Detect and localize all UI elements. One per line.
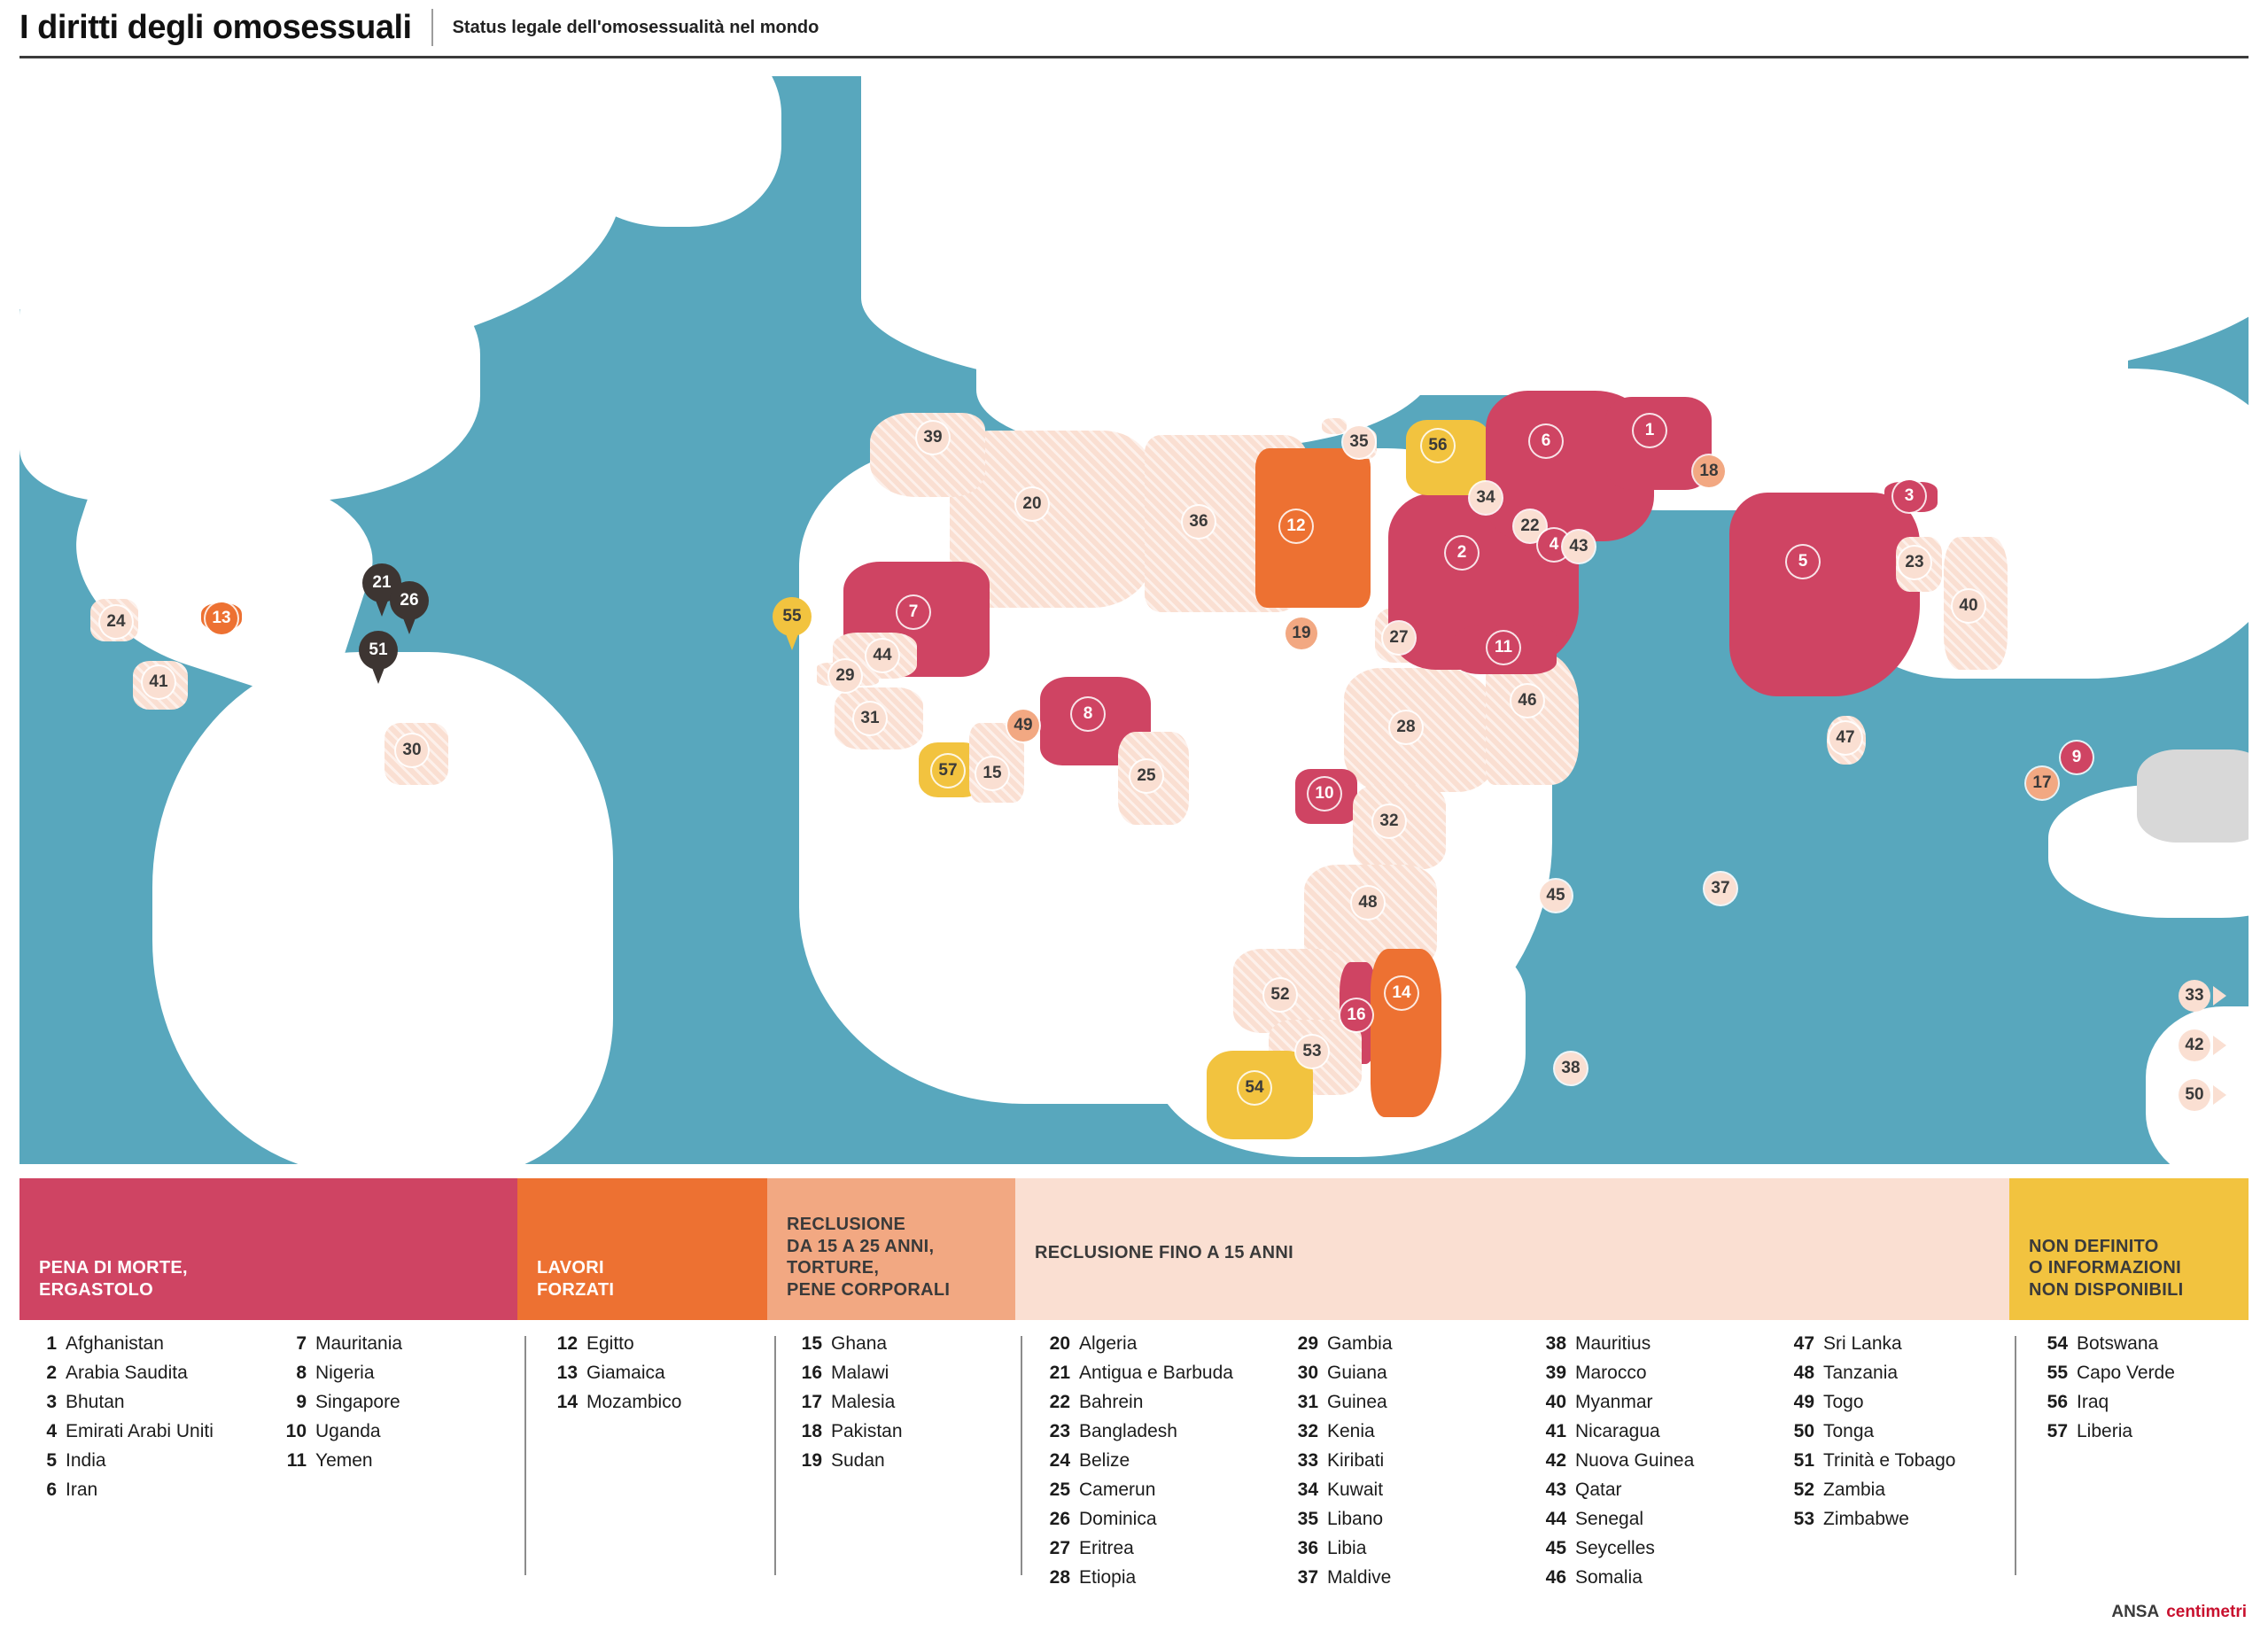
country-index-number: 43 xyxy=(1545,1480,1566,1500)
pin-label: 21 xyxy=(362,563,401,602)
country-index-number: 20 xyxy=(1049,1333,1070,1354)
country-index-item xyxy=(1040,1534,1233,1563)
arrow-right-icon xyxy=(2213,986,2226,1006)
country-index-number: 10 xyxy=(285,1421,307,1441)
country-index-name: Dominica xyxy=(1079,1509,1157,1529)
index-column-6 xyxy=(1288,1329,1393,1592)
country-index-item xyxy=(27,1387,214,1417)
country-index-item xyxy=(276,1417,402,1446)
map-marker-28[interactable]: 28 xyxy=(1390,711,1422,743)
map-marker-30[interactable]: 30 xyxy=(396,734,428,766)
pin-label: 26 xyxy=(390,581,429,620)
map-marker-25[interactable]: 25 xyxy=(1130,760,1162,792)
map-marker-12[interactable]: 12 xyxy=(1280,510,1312,542)
country-index-item xyxy=(1536,1329,1694,1358)
country-index-item xyxy=(1536,1417,1694,1446)
country-index-number: 8 xyxy=(296,1363,307,1383)
legend-label: NON DEFINITO O INFORMAZIONI NON DISPONIBILI xyxy=(2029,1236,2184,1300)
country-index-item xyxy=(1040,1475,1233,1504)
country-index-number: 29 xyxy=(1297,1333,1318,1354)
country-index-item xyxy=(27,1475,214,1504)
country-index-number: 50 xyxy=(1793,1421,1814,1441)
agency-label: ANSA xyxy=(2111,1603,2160,1621)
map-marker-11[interactable]: 11 xyxy=(1487,632,1519,664)
country-index-item xyxy=(1784,1329,1955,1358)
country-index-number: 53 xyxy=(1793,1509,1814,1529)
country-index-item xyxy=(27,1329,214,1358)
map-arrow-marker-33[interactable] xyxy=(2179,980,2226,1012)
country-index-number: 18 xyxy=(801,1421,822,1441)
map-arrow-marker-42[interactable] xyxy=(2179,1029,2226,1061)
index-divider xyxy=(1021,1336,1022,1575)
index-column-2 xyxy=(276,1329,402,1475)
country-index-item xyxy=(1288,1417,1393,1446)
legend xyxy=(19,1178,2249,1320)
country-index-number: 52 xyxy=(1793,1480,1814,1500)
country-index-name: Mozambico xyxy=(586,1392,682,1412)
country-index-name: Bangladesh xyxy=(1079,1421,1177,1441)
country-index-number: 54 xyxy=(2047,1333,2068,1354)
country-index-number: 44 xyxy=(1545,1509,1566,1529)
map-marker-3[interactable]: 3 xyxy=(1893,480,1925,512)
map-marker-49[interactable]: 49 xyxy=(1007,710,1039,742)
country-index-number: 23 xyxy=(1049,1421,1070,1441)
map-marker-20[interactable]: 20 xyxy=(1016,488,1048,520)
country-index-item xyxy=(1536,1475,1694,1504)
index-divider xyxy=(524,1336,526,1575)
country-index-name: Iraq xyxy=(2077,1392,2109,1412)
country-index-name: Kuwait xyxy=(1327,1480,1384,1500)
map-marker-6[interactable]: 6 xyxy=(1530,425,1562,457)
country-index-name: Mauritania xyxy=(315,1333,403,1354)
country-index-number: 35 xyxy=(1297,1509,1318,1529)
legend-label: RECLUSIONE FINO A 15 ANNI xyxy=(1035,1243,1293,1262)
arrow-marker-label: 50 xyxy=(2179,1079,2210,1111)
country-index xyxy=(19,1329,2249,1586)
map-marker-29[interactable]: 29 xyxy=(829,660,861,692)
arrow-right-icon xyxy=(2213,1036,2226,1055)
country-index-item xyxy=(27,1446,214,1475)
country-index-number: 1 xyxy=(46,1333,57,1354)
legend-item-reclusione-fino-15 xyxy=(1015,1178,2009,1320)
map-marker-18[interactable]: 18 xyxy=(1693,455,1725,487)
country-index-item xyxy=(1784,1358,1955,1387)
country-index-item xyxy=(548,1387,681,1417)
country-index-number: 16 xyxy=(801,1363,822,1383)
country-index-name: Zimbabwe xyxy=(1823,1509,1909,1529)
country-index-item xyxy=(276,1329,402,1358)
country-index-item xyxy=(276,1387,402,1417)
country-index-name: Botswana xyxy=(2077,1333,2159,1354)
country-index-item xyxy=(1040,1563,1233,1592)
country-index-name: Zambia xyxy=(1823,1480,1886,1500)
country-index-number: 38 xyxy=(1545,1333,1566,1354)
country-index-item xyxy=(2038,1329,2175,1358)
country-index-number: 13 xyxy=(556,1363,578,1383)
country-index-name: Sudan xyxy=(831,1450,885,1471)
country-index-name: Guinea xyxy=(1327,1392,1387,1412)
country-index-number: 11 xyxy=(286,1450,307,1471)
index-column-9 xyxy=(2038,1329,2175,1446)
country-index-item xyxy=(792,1417,903,1446)
country-index-name: Malesia xyxy=(831,1392,896,1412)
map-marker-13[interactable]: 13 xyxy=(206,602,237,634)
map-marker-4[interactable]: 4 xyxy=(1538,529,1570,561)
country-index-number: 36 xyxy=(1297,1538,1318,1558)
brand-label: centimetri xyxy=(2166,1603,2247,1621)
country-index-item xyxy=(1784,1417,1955,1446)
country-index-name: Capo Verde xyxy=(2077,1363,2175,1383)
map-marker-17[interactable]: 17 xyxy=(2026,767,2058,799)
map-marker-7[interactable]: 7 xyxy=(897,596,929,628)
map-marker-39[interactable]: 39 xyxy=(917,422,949,454)
country-index-item xyxy=(1288,1329,1393,1358)
country-index-name: Liberia xyxy=(2077,1421,2133,1441)
country-index-item xyxy=(1288,1475,1393,1504)
map-marker-48[interactable]: 48 xyxy=(1352,887,1384,919)
region-mozambique xyxy=(1371,949,1441,1117)
country-index-item xyxy=(2038,1358,2175,1387)
country-index-number: 49 xyxy=(1793,1392,1814,1412)
country-index-number: 14 xyxy=(556,1392,578,1412)
index-column-5 xyxy=(1040,1329,1233,1592)
index-divider xyxy=(2015,1336,2016,1575)
country-index-name: Gambia xyxy=(1327,1333,1393,1354)
country-index-item xyxy=(1536,1387,1694,1417)
country-index-number: 37 xyxy=(1297,1567,1318,1588)
country-index-item xyxy=(27,1417,214,1446)
country-index-item xyxy=(792,1387,903,1417)
country-index-item xyxy=(276,1358,402,1387)
country-index-item xyxy=(2038,1417,2175,1446)
map-marker-8[interactable]: 8 xyxy=(1072,698,1104,730)
country-index-name: Somalia xyxy=(1575,1567,1643,1588)
country-index-number: 51 xyxy=(1793,1450,1814,1471)
country-index-name: Egitto xyxy=(586,1333,634,1354)
country-index-name: Pakistan xyxy=(831,1421,903,1441)
country-index-name: Antigua e Barbuda xyxy=(1079,1363,1233,1383)
country-index-name: Mauritius xyxy=(1575,1333,1651,1354)
country-index-item xyxy=(1784,1446,1955,1475)
country-index-name: Togo xyxy=(1823,1392,1864,1412)
map-marker-10[interactable]: 10 xyxy=(1309,778,1340,810)
country-index-item xyxy=(1040,1329,1233,1358)
country-index-number: 56 xyxy=(2047,1392,2068,1412)
country-index-item xyxy=(1536,1446,1694,1475)
country-index-number: 22 xyxy=(1049,1392,1070,1412)
country-index-item xyxy=(1288,1534,1393,1563)
map-pin-51[interactable] xyxy=(359,631,398,684)
arrow-marker-label: 33 xyxy=(2179,980,2210,1012)
country-index-item xyxy=(1040,1446,1233,1475)
country-index-name: Ghana xyxy=(831,1333,888,1354)
country-index-item xyxy=(792,1329,903,1358)
landmass-north-america-2 xyxy=(19,236,480,501)
country-index-item xyxy=(27,1358,214,1387)
legend-item-non-definito xyxy=(2009,1178,2249,1320)
map-pin-55[interactable] xyxy=(773,597,812,650)
map-marker-23[interactable]: 23 xyxy=(1899,547,1930,579)
country-index-name: Malawi xyxy=(831,1363,889,1383)
legend-item-reclusione-15-25 xyxy=(767,1178,1015,1320)
country-index-name: Myanmar xyxy=(1575,1392,1653,1412)
country-index-name: Afghanistan xyxy=(66,1333,164,1354)
country-index-number: 39 xyxy=(1545,1363,1566,1383)
country-index-number: 40 xyxy=(1545,1392,1566,1412)
country-index-name: Seycelles xyxy=(1575,1538,1655,1558)
map-marker-40[interactable]: 40 xyxy=(1953,590,1984,622)
country-index-number: 45 xyxy=(1545,1538,1566,1558)
index-column-1 xyxy=(27,1329,214,1504)
country-index-name: Emirati Arabi Uniti xyxy=(66,1421,214,1441)
country-index-number: 34 xyxy=(1297,1480,1318,1500)
country-index-number: 21 xyxy=(1049,1363,1070,1383)
country-index-name: Uganda xyxy=(315,1421,381,1441)
country-index-item xyxy=(792,1446,903,1475)
country-index-name: Marocco xyxy=(1575,1363,1647,1383)
country-index-number: 32 xyxy=(1297,1421,1318,1441)
country-index-name: Arabia Saudita xyxy=(66,1363,188,1383)
country-index-number: 48 xyxy=(1793,1363,1814,1383)
landmass-europe xyxy=(976,253,1437,448)
country-index-name: Sri Lanka xyxy=(1823,1333,1902,1354)
index-column-8 xyxy=(1784,1329,1955,1534)
map-marker-43[interactable]: 43 xyxy=(1563,531,1595,563)
country-index-item xyxy=(1288,1446,1393,1475)
footer-credit xyxy=(2111,1603,2247,1622)
country-index-name: Guiana xyxy=(1327,1363,1387,1383)
country-index-item xyxy=(1288,1358,1393,1387)
country-index-item xyxy=(1784,1387,1955,1417)
map-marker-31[interactable]: 31 xyxy=(854,703,886,734)
country-index-name: Libia xyxy=(1327,1538,1367,1558)
country-index-item xyxy=(1784,1475,1955,1504)
country-index-number: 41 xyxy=(1545,1421,1566,1441)
region-india xyxy=(1729,493,1920,696)
country-index-item xyxy=(1536,1358,1694,1387)
map-marker-36[interactable]: 36 xyxy=(1183,506,1215,538)
country-index-item xyxy=(1040,1417,1233,1446)
country-index-item xyxy=(1288,1504,1393,1534)
map-marker-19[interactable]: 19 xyxy=(1285,617,1317,649)
country-index-name: Giamaica xyxy=(586,1363,665,1383)
legend-label: RECLUSIONE DA 15 A 25 ANNI, TORTURE, PENE CORPORALI xyxy=(787,1215,951,1300)
map-marker-9[interactable]: 9 xyxy=(2061,742,2093,773)
header-rule xyxy=(19,56,2249,58)
map-marker-56[interactable]: 56 xyxy=(1422,430,1454,462)
country-index-number: 33 xyxy=(1297,1450,1318,1471)
region-cyprus xyxy=(1322,418,1347,434)
country-index-name: Tonga xyxy=(1823,1421,1875,1441)
header xyxy=(0,0,2268,55)
country-index-number: 9 xyxy=(296,1392,307,1412)
country-index-number: 42 xyxy=(1545,1450,1566,1471)
country-index-number: 15 xyxy=(801,1333,822,1354)
country-index-item xyxy=(548,1358,681,1387)
arrow-right-icon xyxy=(2213,1085,2226,1105)
country-index-item xyxy=(1040,1387,1233,1417)
country-index-number: 47 xyxy=(1793,1333,1814,1354)
country-index-name: Senegal xyxy=(1575,1509,1644,1529)
arrow-marker-label: 42 xyxy=(2179,1029,2210,1061)
country-index-number: 3 xyxy=(46,1392,57,1412)
country-index-name: Qatar xyxy=(1575,1480,1622,1500)
country-index-name: Libano xyxy=(1327,1509,1384,1529)
map-marker-46[interactable]: 46 xyxy=(1511,685,1543,717)
country-index-item xyxy=(1536,1534,1694,1563)
country-index-name: Belize xyxy=(1079,1450,1130,1471)
pin-label: 51 xyxy=(359,631,398,670)
index-divider xyxy=(774,1336,776,1575)
legend-label: LAVORI FORZATI xyxy=(537,1258,615,1300)
country-index-name: Nicaragua xyxy=(1575,1421,1660,1441)
country-index-item xyxy=(1040,1358,1233,1387)
country-index-item xyxy=(548,1329,681,1358)
map-marker-14[interactable]: 14 xyxy=(1386,977,1418,1009)
map-pin-26[interactable] xyxy=(390,581,429,634)
world-map xyxy=(19,76,2249,1164)
country-index-name: Kenia xyxy=(1327,1421,1375,1441)
country-index-number: 6 xyxy=(46,1480,57,1500)
country-index-name: Trinità e Tobago xyxy=(1823,1450,1956,1471)
map-marker-47[interactable]: 47 xyxy=(1829,722,1861,754)
country-index-name: Yemen xyxy=(315,1450,373,1471)
index-column-3 xyxy=(548,1329,681,1417)
country-index-number: 30 xyxy=(1297,1363,1318,1383)
country-index-name: Kiribati xyxy=(1327,1450,1385,1471)
map-marker-24[interactable]: 24 xyxy=(100,606,132,638)
map-marker-16[interactable]: 16 xyxy=(1340,999,1372,1031)
index-column-7 xyxy=(1536,1329,1694,1592)
country-index-item xyxy=(792,1358,903,1387)
country-index-number: 55 xyxy=(2047,1363,2068,1383)
country-index-item xyxy=(1784,1504,1955,1534)
country-index-name: Eritrea xyxy=(1079,1538,1134,1558)
country-index-name: Maldive xyxy=(1327,1567,1392,1588)
map-marker-53[interactable]: 53 xyxy=(1296,1036,1328,1068)
index-column-4 xyxy=(792,1329,903,1475)
country-index-item xyxy=(276,1446,402,1475)
country-index-name: Tanzania xyxy=(1823,1363,1899,1383)
country-index-number: 24 xyxy=(1049,1450,1070,1471)
country-index-name: Etiopia xyxy=(1079,1567,1137,1588)
map-marker-2[interactable]: 2 xyxy=(1446,537,1478,569)
country-index-name: Bahrein xyxy=(1079,1392,1144,1412)
region-borneo xyxy=(2137,749,2249,843)
country-index-number: 27 xyxy=(1049,1538,1070,1558)
country-index-number: 12 xyxy=(556,1333,578,1354)
country-index-number: 28 xyxy=(1049,1567,1070,1588)
country-index-item xyxy=(1288,1387,1393,1417)
map-marker-27[interactable]: 27 xyxy=(1383,622,1415,654)
map-marker-15[interactable]: 15 xyxy=(976,757,1008,789)
map-marker-32[interactable]: 32 xyxy=(1373,805,1405,837)
map-marker-44[interactable]: 44 xyxy=(866,640,898,672)
pin-label: 55 xyxy=(773,597,812,636)
country-index-item xyxy=(1536,1563,1694,1592)
map-marker-35[interactable]: 35 xyxy=(1343,426,1375,458)
map-marker-45[interactable]: 45 xyxy=(1540,880,1572,912)
country-index-name: Camerun xyxy=(1079,1480,1156,1500)
map-marker-54[interactable]: 54 xyxy=(1239,1072,1270,1104)
country-index-item xyxy=(1288,1563,1393,1592)
country-index-number: 5 xyxy=(46,1450,57,1471)
map-marker-34[interactable]: 34 xyxy=(1470,482,1502,514)
country-index-name: Singapore xyxy=(315,1392,400,1412)
map-marker-38[interactable]: 38 xyxy=(1555,1052,1587,1084)
country-index-number: 46 xyxy=(1545,1567,1566,1588)
country-index-item xyxy=(2038,1387,2175,1417)
country-index-number: 31 xyxy=(1297,1392,1318,1412)
map-marker-1[interactable]: 1 xyxy=(1634,415,1666,447)
map-marker-41[interactable]: 41 xyxy=(143,666,175,698)
map-arrow-marker-50[interactable] xyxy=(2179,1079,2226,1111)
legend-label: PENA DI MORTE, ERGASTOLO xyxy=(39,1258,188,1300)
country-index-name: Bhutan xyxy=(66,1392,125,1412)
map-marker-22[interactable]: 22 xyxy=(1514,510,1546,542)
page-title: I diritti degli omosessuali xyxy=(19,8,412,46)
country-index-number: 25 xyxy=(1049,1480,1070,1500)
country-index-name: Nuova Guinea xyxy=(1575,1450,1695,1471)
country-index-number: 2 xyxy=(46,1363,57,1383)
country-index-number: 4 xyxy=(46,1421,57,1441)
map-marker-37[interactable]: 37 xyxy=(1705,873,1736,905)
map-marker-52[interactable]: 52 xyxy=(1264,979,1296,1011)
map-marker-57[interactable]: 57 xyxy=(932,755,964,787)
country-index-name: Iran xyxy=(66,1480,98,1500)
country-index-number: 7 xyxy=(296,1333,307,1354)
country-index-number: 19 xyxy=(801,1450,822,1471)
page-subtitle: Status legale dell'omosessualità nel mondo xyxy=(452,17,819,37)
country-index-item xyxy=(1040,1504,1233,1534)
country-index-number: 17 xyxy=(801,1392,822,1412)
country-index-number: 57 xyxy=(2047,1421,2068,1441)
legend-item-lavori-forzati xyxy=(517,1178,767,1320)
landmass-south-america xyxy=(152,652,613,1164)
country-index-item xyxy=(1536,1504,1694,1534)
country-index-name: India xyxy=(66,1450,106,1471)
country-index-name: Algeria xyxy=(1079,1333,1138,1354)
map-marker-5[interactable]: 5 xyxy=(1787,546,1819,578)
country-index-number: 26 xyxy=(1049,1509,1070,1529)
legend-item-pena-di-morte xyxy=(19,1178,517,1320)
country-index-name: Nigeria xyxy=(315,1363,375,1383)
